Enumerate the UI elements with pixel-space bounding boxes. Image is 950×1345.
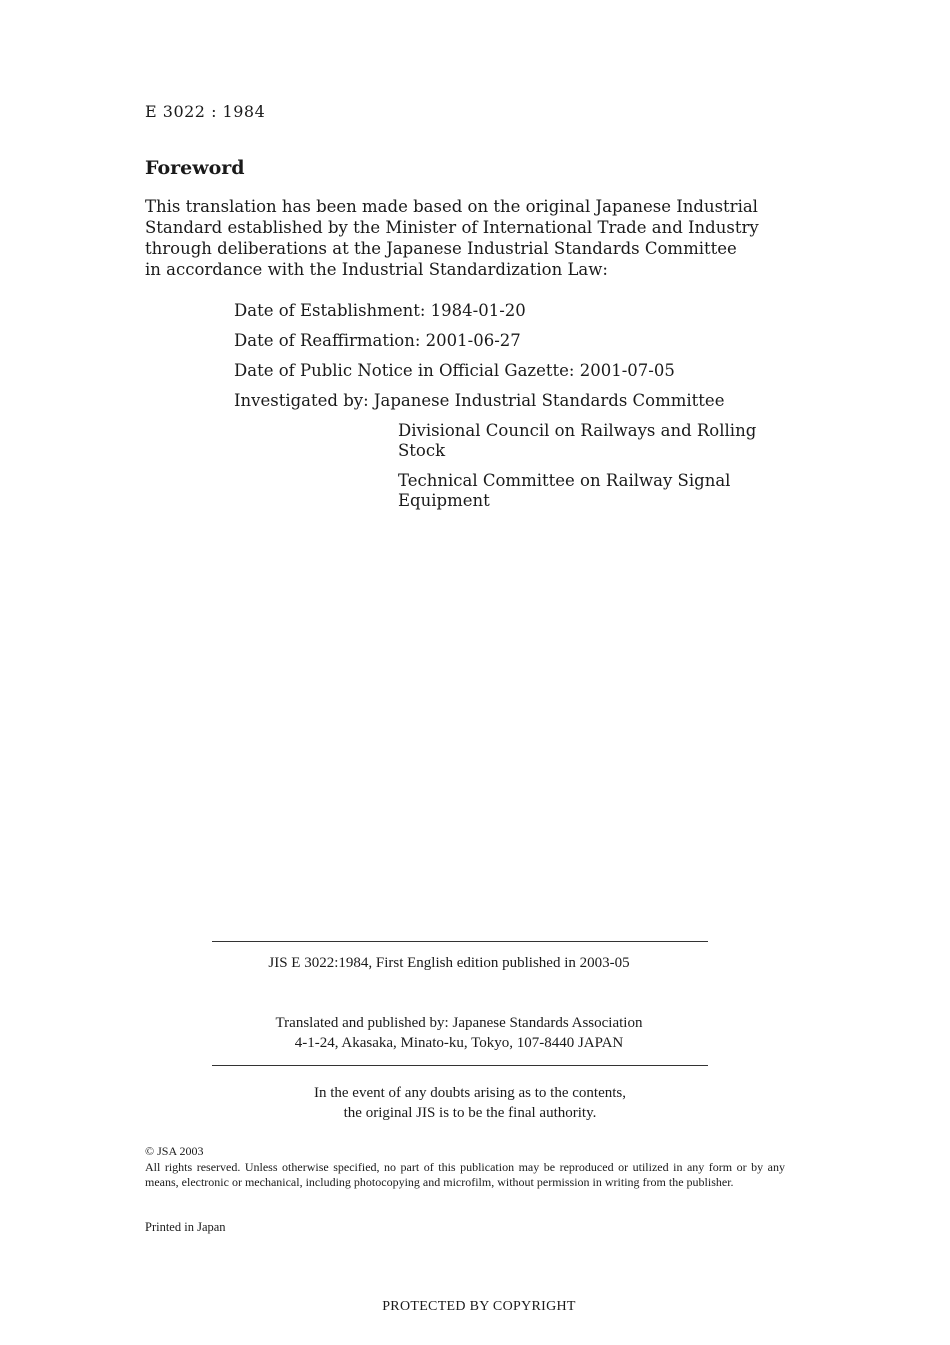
foreword-line: This translation has been made based on the original Japanese Industrial <box>145 197 758 216</box>
investigated-by-row <box>234 390 724 411</box>
top-divider <box>212 941 708 942</box>
publisher-address: 4-1-24, Akasaka, Minato-ku, Tokyo, 107-8440 JAPAN <box>294 1035 624 1051</box>
protected-by-copyright: PROTECTED BY COPYRIGHT <box>382 1299 576 1314</box>
technical-committee: Technical Committee on Railway Signal Equipment <box>398 471 731 510</box>
standard-designation: E 3022 : 1984 <box>145 102 266 121</box>
foreword-paragraph <box>145 196 785 280</box>
authority-line: In the event of any doubts arising as to the contents, <box>313 1085 626 1101</box>
foreword-title: Foreword <box>145 157 245 179</box>
printed-in: Printed in Japan <box>145 1220 226 1234</box>
publisher-name: Translated and published by: Japanese Standards Association <box>275 1015 643 1031</box>
date-of-establishment: Date of Establishment: 1984-01-20 <box>234 301 526 320</box>
copyright-notice: © JSA 2003 <box>145 1144 204 1158</box>
investigated-by-label: Investigated by: <box>234 391 369 410</box>
edition-statement: JIS E 3022:1984, First English edition published in 2003-05 <box>268 955 630 971</box>
date-of-reaffirmation: Date of Reaffirmation: 2001-06-27 <box>234 331 521 350</box>
foreword-line: Standard established by the Minister of International Trade and Industry <box>145 218 759 237</box>
dates-block <box>234 300 675 390</box>
divisional-council: Divisional Council on Railways and Rolling Stock <box>398 421 757 460</box>
copyright-block <box>145 1144 785 1191</box>
date-of-public-notice: Date of Public Notice in Official Gazette: 2001-07-05 <box>234 361 675 380</box>
foreword-line: through deliberations at the Japanese Industrial Standards Committee <box>145 239 737 258</box>
authority-line: the original JIS is to be the final authority. <box>343 1105 597 1121</box>
authority-notice <box>0 1083 940 1123</box>
foreword-line: in accordance with the Industrial Standardization Law: <box>145 260 608 279</box>
investigating-bodies <box>398 421 798 521</box>
publisher-block <box>0 1013 918 1053</box>
rights-statement: All rights reserved. Unless otherwise specified, no part of this publication may be reproduced or utilized in any form or by any means, electronic or mechanical, including photocopying and microfilm, without permission in writing from the publisher. <box>145 1159 785 1189</box>
bottom-divider <box>212 1065 708 1066</box>
investigating-committee: Japanese Industrial Standards Committee <box>373 391 725 410</box>
